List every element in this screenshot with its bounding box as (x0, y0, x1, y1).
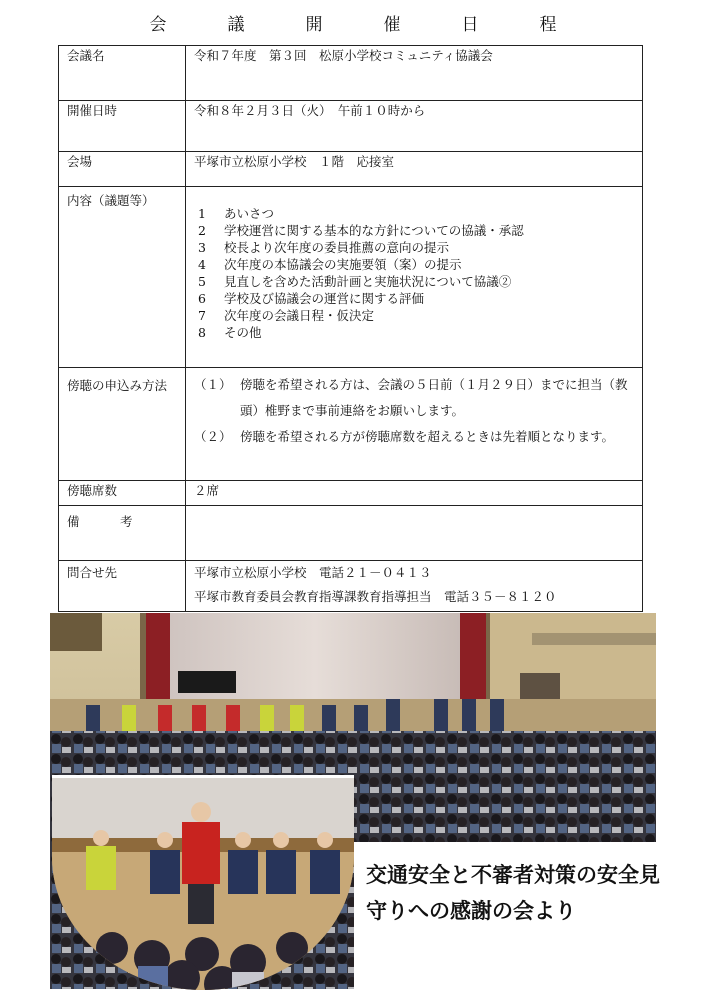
observation-label: 傍聴の申込み方法 (59, 368, 186, 481)
table-row (59, 46, 643, 101)
contact-board: 平塚市教育委員会教育指導課教育指導担当 電話３５－８１２０ (194, 589, 557, 604)
table-row (59, 481, 643, 506)
photo-caption: 交通安全と不審者対策の安全見守りへの感謝の会より (366, 863, 660, 923)
table-row (59, 368, 643, 481)
list-item: 7 次年度の会議日程・仮決定 (198, 308, 375, 323)
contact-label: 問合せ先 (59, 561, 186, 612)
meeting-name-value: 令和７年度 第３回 松原小学校コミュニティ協議会 (186, 46, 643, 101)
content-label: 内容（議題等） (59, 187, 186, 368)
contact-school: 平塚市立松原小学校 電話２１－０４１３ (194, 565, 432, 580)
observation-list (194, 372, 634, 450)
seats-value: ２席 (186, 481, 643, 506)
observation-cell (186, 368, 643, 481)
list-item: 3 校長より次年度の委員推薦の意向の提示 (198, 240, 450, 255)
table-row (59, 152, 643, 187)
list-item: （１） 傍聴を希望される方は、会議の５日前（１月２９日）までに担当（教頭）椎野まで事前連絡をお願いします。 (194, 377, 628, 418)
list-item: 4 次年度の本協議会の実施要領（案）の提示 (198, 257, 462, 272)
list-item: 6 学校及び協議会の運営に関する評価 (198, 291, 425, 306)
venue-value: 平塚市立松原小学校 １階 応接室 (186, 152, 643, 187)
venue-label: 会場 (59, 152, 186, 187)
agenda-cell (186, 187, 643, 368)
page-title: 会 議 開 催 日 程 (149, 15, 579, 35)
notes-value (186, 506, 643, 561)
notes-label: 備 考 (59, 506, 186, 561)
list-item: 1 あいさつ (198, 206, 275, 221)
table-row (59, 561, 643, 612)
datetime-value: 令和８年２月３日（火） 午前１０時から (186, 101, 643, 152)
list-item: （２） 傍聴を希望される方が傍聴席数を超えるときは先着順となります。 (194, 429, 615, 444)
list-item: 5 見直しを含めた活動計画と実施状況について協議② (198, 274, 512, 289)
list-item: 2 学校運営に関する基本的な方針についての協議・承認 (198, 223, 524, 238)
table-row (59, 506, 643, 561)
list-item: 8 その他 (198, 325, 262, 340)
meeting-info-table (58, 45, 643, 612)
meeting-name-label: 会議名 (59, 46, 186, 101)
agenda-list (194, 205, 634, 341)
table-row (59, 187, 643, 368)
datetime-label: 開催日時 (59, 101, 186, 152)
table-row (59, 101, 643, 152)
contact-cell (186, 561, 643, 612)
seats-label: 傍聴席数 (59, 481, 186, 506)
